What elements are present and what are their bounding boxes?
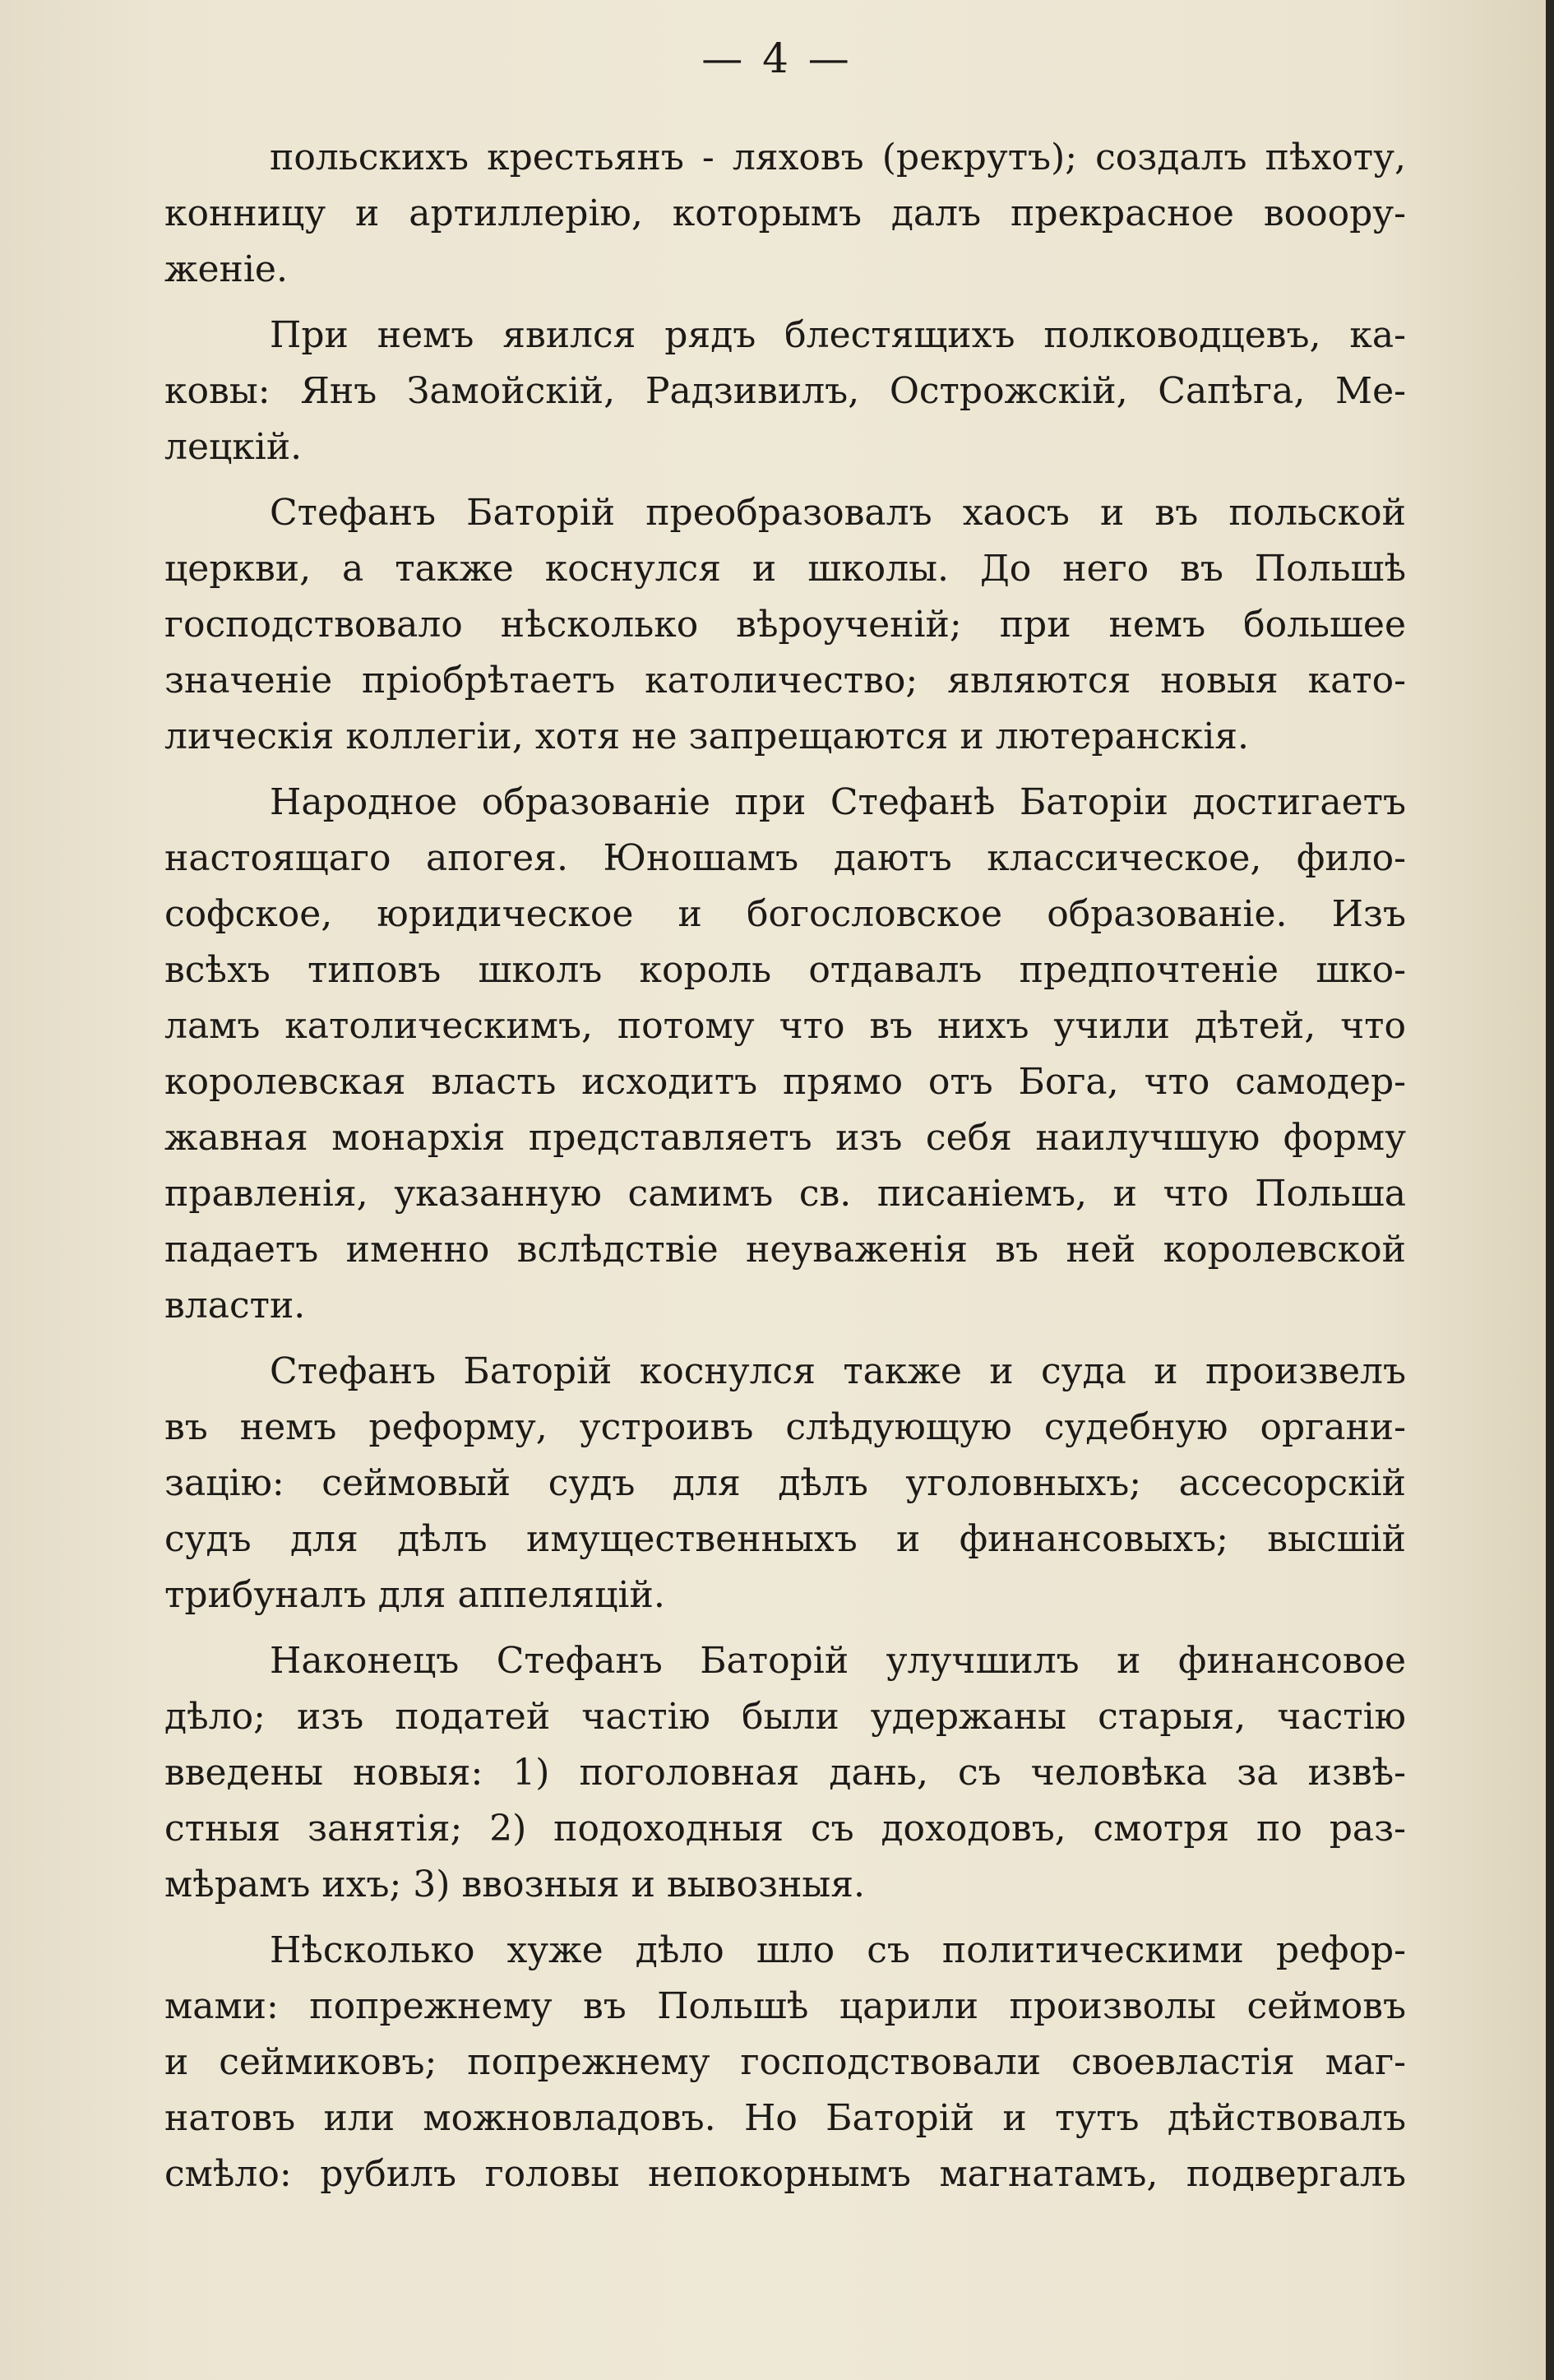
paragraph bbox=[164, 308, 1406, 475]
text-line: введены новыя: 1) поголовная дань, съ человѣка за извѣ- bbox=[164, 1752, 1406, 1794]
text-line: Стефанъ Баторій преобразовалъ хаосъ и въ польской bbox=[270, 492, 1406, 534]
text-line: стныя занятія; 2) подоходныя съ доходовъ, смотря по раз- bbox=[164, 1808, 1406, 1850]
text-line: дѣло; изъ податей частію были удержаны старыя, частію bbox=[164, 1696, 1406, 1738]
paragraph bbox=[164, 1923, 1406, 2202]
text-line: значеніе пріобрѣтаетъ католичество; являются новыя като- bbox=[164, 660, 1406, 701]
page-number: — 4 — bbox=[701, 35, 853, 82]
text-line: лецкій. bbox=[164, 426, 303, 468]
page-edge-shadow bbox=[1546, 0, 1554, 2380]
text-line: Стефанъ Баторій коснулся также и суда и произвелъ bbox=[270, 1350, 1406, 1392]
paragraph bbox=[164, 1633, 1406, 1913]
text-line: жавная монархія представляетъ изъ себя наилучшую форму bbox=[164, 1117, 1406, 1159]
text-line: софское, юридическое и богословское образованіе. Изъ bbox=[164, 893, 1406, 935]
text-line: настоящаго апогея. Юношамъ даютъ классическое, фило- bbox=[164, 837, 1406, 879]
text-line: въ немъ реформу, устроивъ слѣдующую судебную органи- bbox=[164, 1406, 1406, 1448]
paragraph bbox=[164, 485, 1406, 765]
text-line: ковы: Янъ Замойскій, Радзивилъ, Острожскій, Сапѣга, Ме- bbox=[164, 370, 1406, 412]
text-line: мами: попрежнему въ Польшѣ царили произволы сеймовъ bbox=[164, 1985, 1406, 2027]
text-line: судъ для дѣлъ имущественныхъ и финансовыхъ; высшій bbox=[164, 1518, 1406, 1560]
text-line: падаетъ именно вслѣдствіе неуваженія въ ней королевской bbox=[164, 1229, 1406, 1271]
text-line: церкви, а также коснулся и школы. До него въ Польшѣ bbox=[164, 548, 1406, 590]
text-line: польскихъ крестьянъ - ляховъ (рекрутъ); создалъ пѣхоту, bbox=[270, 137, 1406, 178]
text-line: правленія, указанную самимъ св. писаніемъ, и что Польша bbox=[164, 1173, 1406, 1215]
text-line: конницу и артиллерію, которымъ далъ прекрасное вооору- bbox=[164, 192, 1406, 234]
text-line: При немъ явился рядъ блестящихъ полководцевъ, ка- bbox=[270, 314, 1406, 356]
text-line: ламъ католическимъ, потому что въ нихъ учили дѣтей, что bbox=[164, 1005, 1406, 1047]
text-line: натовъ или можновладовъ. Но Баторій и тутъ дѣйствовалъ bbox=[164, 2097, 1406, 2139]
paragraph bbox=[164, 130, 1406, 298]
text-line: Нѣсколько хуже дѣло шло съ политическими рефор- bbox=[270, 1929, 1406, 1971]
paragraph bbox=[164, 775, 1406, 1334]
text-line: Наконецъ Стефанъ Баторій улучшилъ и финансовое bbox=[270, 1640, 1406, 1682]
text-line: королевская власть исходитъ прямо отъ Бога, что самодер- bbox=[164, 1061, 1406, 1103]
text-line: зацію: сеймовый судъ для дѣлъ уголовныхъ; ассесорскій bbox=[164, 1462, 1406, 1504]
text-line: мѣрамъ ихъ; 3) ввозныя и вывозныя. bbox=[164, 1864, 866, 1905]
text-line: трибуналъ для аппеляцій. bbox=[164, 1574, 665, 1616]
text-line: и сеймиковъ; попрежнему господствовали своевластія маг- bbox=[164, 2041, 1406, 2083]
text-line: женіе. bbox=[164, 248, 288, 290]
text-line: власти. bbox=[164, 1285, 306, 1327]
text-line: Народное образованіе при Стефанѣ Баторіи достигаетъ bbox=[270, 781, 1406, 823]
text-line: всѣхъ типовъ школъ король отдавалъ предпочтеніе шко- bbox=[164, 949, 1406, 991]
body-text bbox=[164, 130, 1406, 2212]
text-line: смѣло: рубилъ головы непокорнымъ магнатамъ, подвергалъ bbox=[164, 2153, 1406, 2195]
text-line: господствовало нѣсколько вѣроученій; при немъ большее bbox=[164, 604, 1406, 646]
text-line: лическія коллегіи, хотя не запрещаются и лютеранскія. bbox=[164, 715, 1250, 757]
paragraph bbox=[164, 1344, 1406, 1623]
